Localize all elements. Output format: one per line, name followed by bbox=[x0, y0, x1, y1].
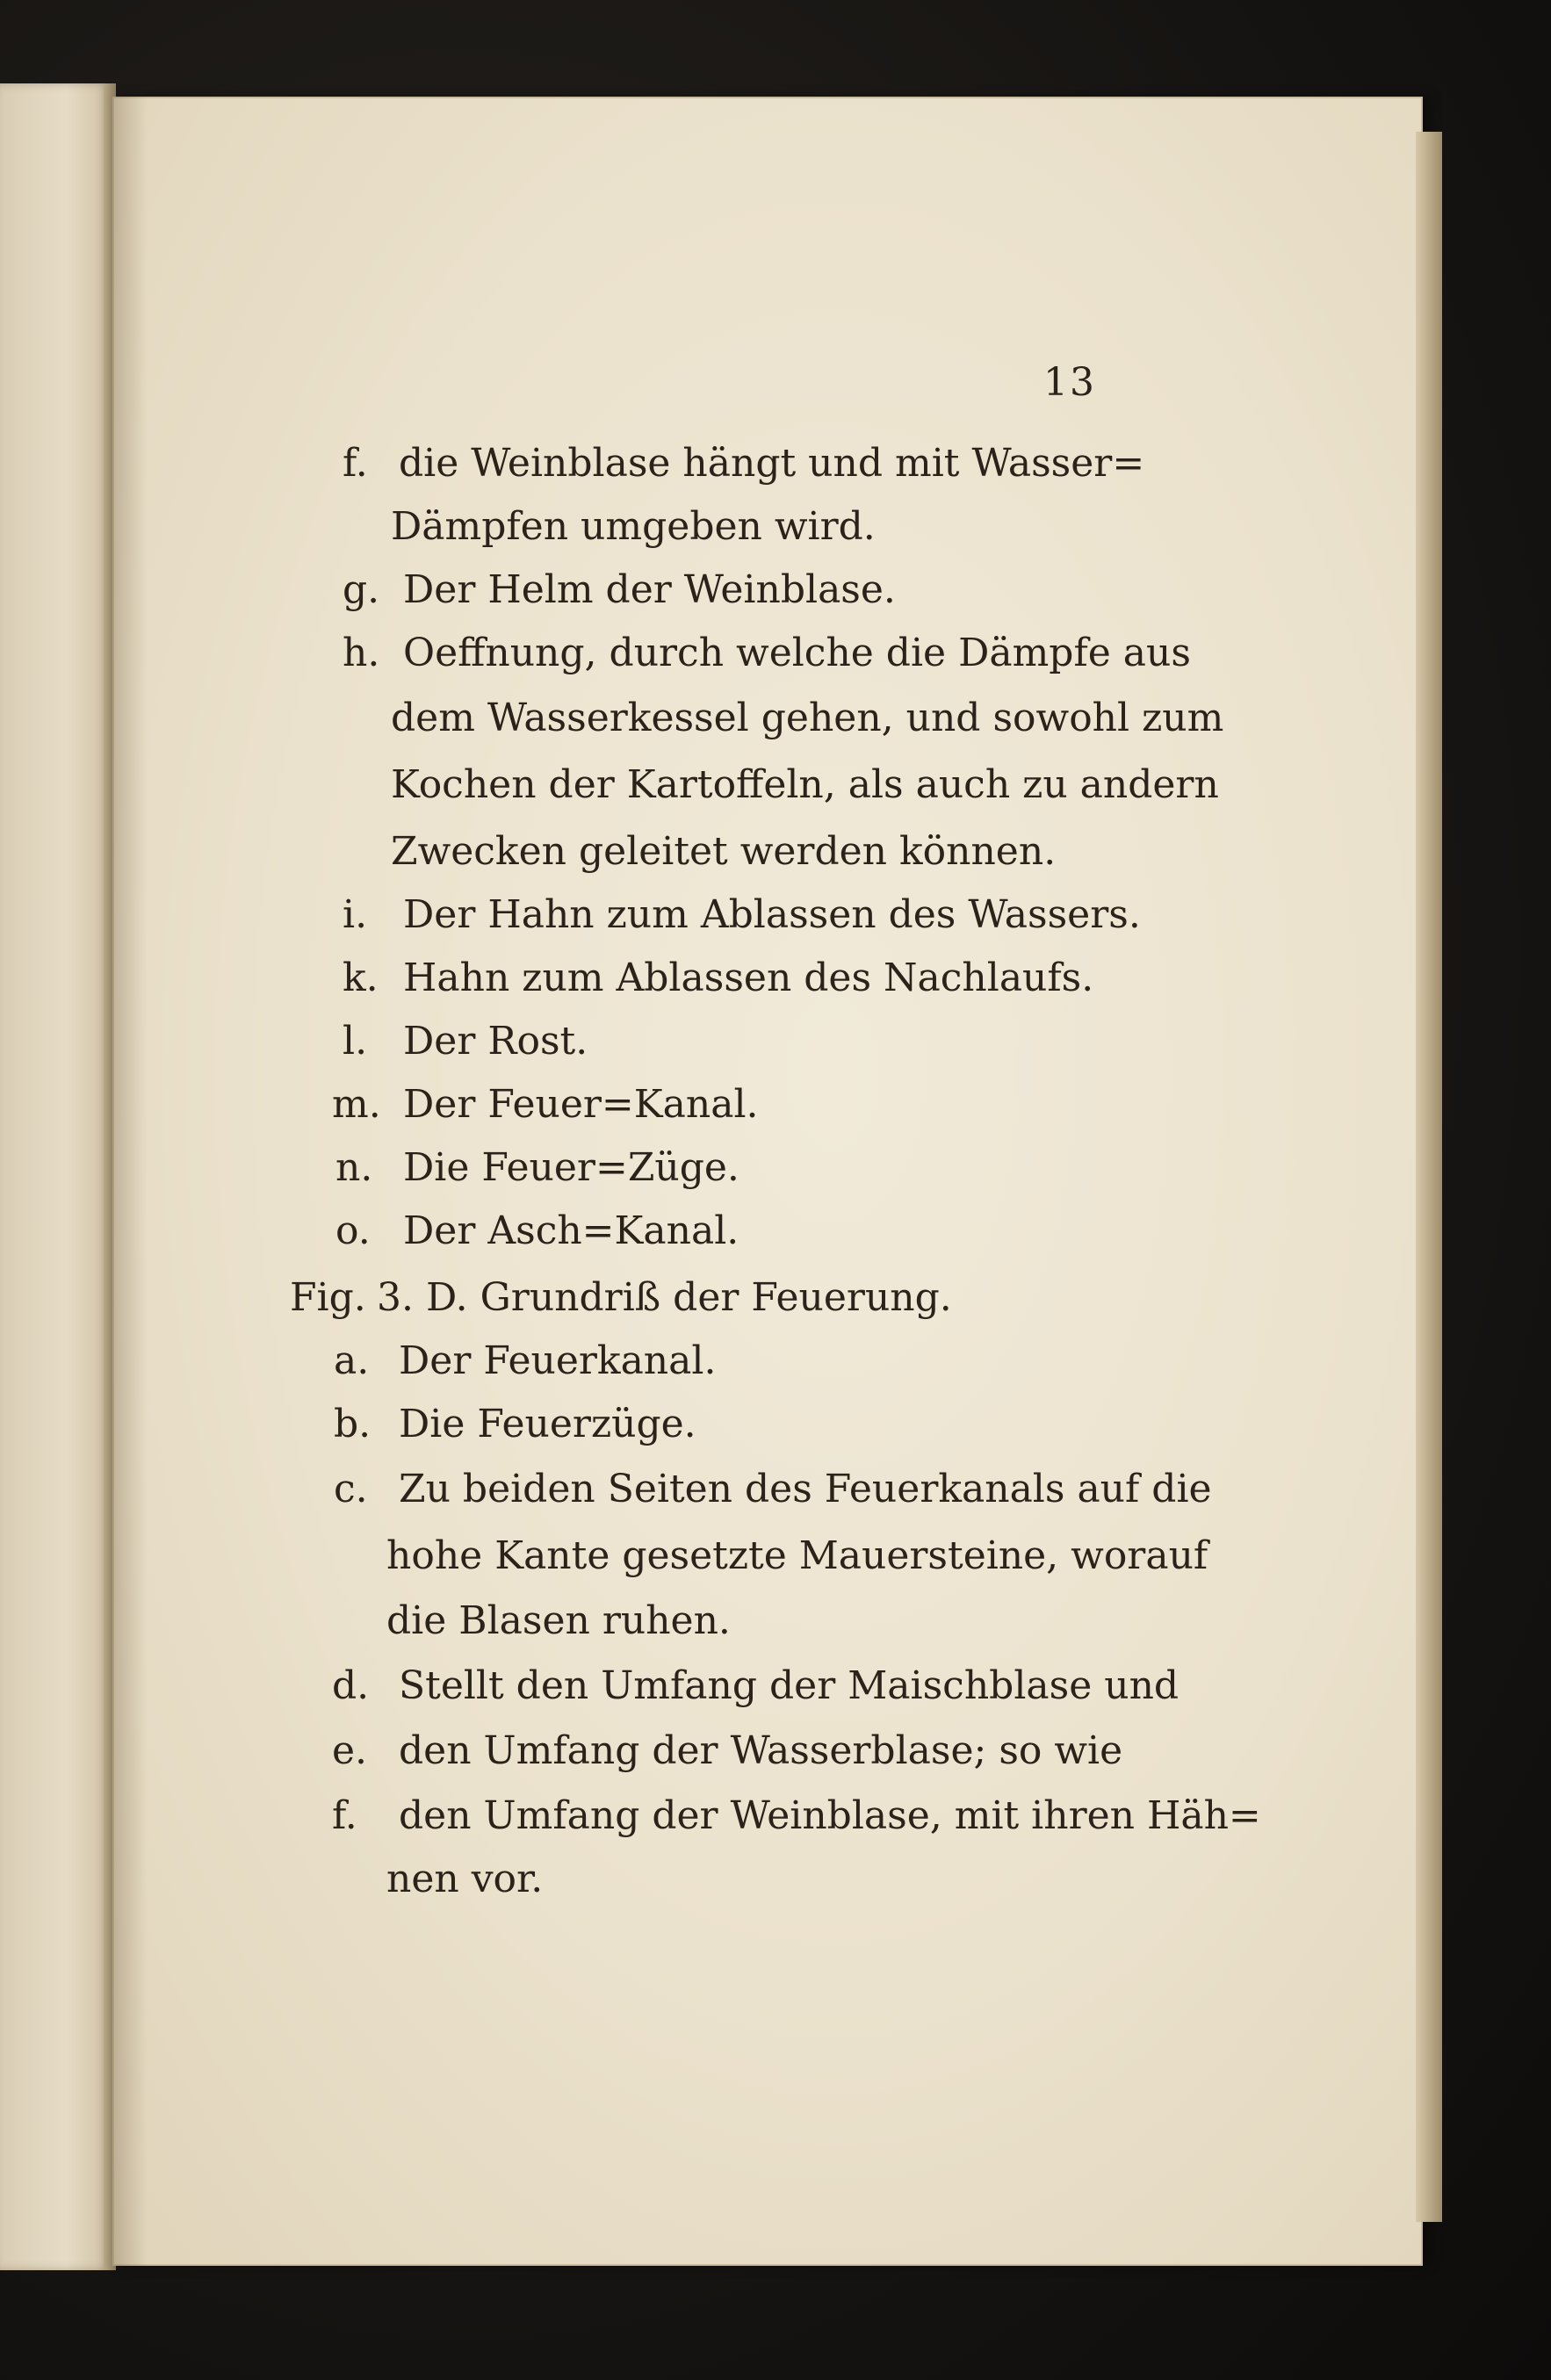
text-line bbox=[334, 1400, 696, 1449]
text-line bbox=[391, 502, 876, 552]
item-label: m. bbox=[332, 1082, 381, 1127]
item-text: Hahn zum Ablassen des Nachlaufs. bbox=[403, 956, 1094, 1000]
text-line bbox=[343, 954, 1093, 1003]
item-text: Die Feuer=Züge. bbox=[403, 1145, 739, 1190]
item-text: nen vor. bbox=[386, 1857, 544, 1901]
text-line bbox=[332, 1792, 1261, 1841]
item-text: die Blasen ruhen. bbox=[386, 1598, 731, 1643]
item-label: o. bbox=[335, 1208, 371, 1253]
item-text: Der Feuer=Kanal. bbox=[403, 1082, 759, 1127]
text-line bbox=[334, 1465, 1212, 1514]
item-text: Die Feuerzüge. bbox=[399, 1402, 696, 1446]
item-text: Kochen der Kartoffeln, als auch zu andern bbox=[391, 762, 1219, 807]
text-line bbox=[386, 1532, 1208, 1581]
text-line bbox=[391, 761, 1219, 810]
item-label: b. bbox=[334, 1402, 372, 1446]
item-label: d. bbox=[332, 1663, 370, 1708]
item-label: f. bbox=[343, 441, 368, 486]
item-text: hohe Kante gesetzte Mauersteine, worauf bbox=[386, 1533, 1208, 1578]
item-label: e. bbox=[332, 1728, 368, 1773]
item-text: Dämpfen umgeben wird. bbox=[391, 504, 876, 549]
item-label: n. bbox=[335, 1145, 373, 1190]
item-text: Stellt den Umfang der Maischblase und bbox=[399, 1663, 1179, 1708]
text-line bbox=[343, 566, 896, 615]
text-line bbox=[335, 1207, 739, 1256]
text-line bbox=[332, 1662, 1179, 1711]
item-label: k. bbox=[343, 956, 379, 1000]
item-text: die Weinblase hängt und mit Wasser= bbox=[399, 441, 1145, 486]
item-label: g. bbox=[343, 567, 380, 612]
text-line bbox=[343, 439, 1144, 488]
text-line bbox=[391, 694, 1223, 743]
item-label: c. bbox=[334, 1467, 368, 1511]
text-line bbox=[335, 1143, 739, 1193]
item-label: f. bbox=[332, 1793, 357, 1838]
item-text: 3. D. Grundriß der Feuerung. bbox=[377, 1275, 952, 1320]
text-line bbox=[343, 629, 1191, 678]
item-text: dem Wasserkessel gehen, und sowohl zum bbox=[391, 696, 1224, 740]
item-label: a. bbox=[334, 1338, 370, 1383]
page-number: 13 bbox=[1043, 360, 1096, 405]
text-line bbox=[343, 891, 1141, 940]
item-text: Zwecken geleitet werden können. bbox=[391, 829, 1057, 874]
item-text: Der Asch=Kanal. bbox=[403, 1208, 739, 1253]
item-text: Der Hahn zum Ablassen des Wassers. bbox=[403, 892, 1141, 937]
item-text: Der Helm der Weinblase. bbox=[403, 567, 896, 612]
text-line bbox=[386, 1597, 731, 1646]
item-text: Der Rost. bbox=[403, 1019, 588, 1064]
item-text: Zu beiden Seiten des Feuerkanals auf die bbox=[399, 1467, 1212, 1511]
item-text: Der Feuerkanal. bbox=[399, 1338, 717, 1383]
item-text: den Umfang der Weinblase, mit ihren Häh= bbox=[399, 1793, 1261, 1838]
item-text: Oeffnung, durch welche die Dämpfe aus bbox=[403, 631, 1191, 675]
item-label: i. bbox=[343, 892, 368, 937]
text-line bbox=[332, 1727, 1122, 1776]
text-line bbox=[391, 827, 1056, 876]
text-line bbox=[334, 1337, 716, 1386]
text-line bbox=[386, 1855, 543, 1904]
text-line bbox=[332, 1080, 759, 1129]
text-line bbox=[343, 1017, 588, 1066]
item-text: den Umfang der Wasserblase; so wie bbox=[399, 1728, 1123, 1773]
item-label: h. bbox=[343, 631, 380, 675]
text-line bbox=[290, 1273, 952, 1323]
item-label: l. bbox=[343, 1019, 368, 1064]
item-label: Fig. bbox=[290, 1275, 366, 1320]
